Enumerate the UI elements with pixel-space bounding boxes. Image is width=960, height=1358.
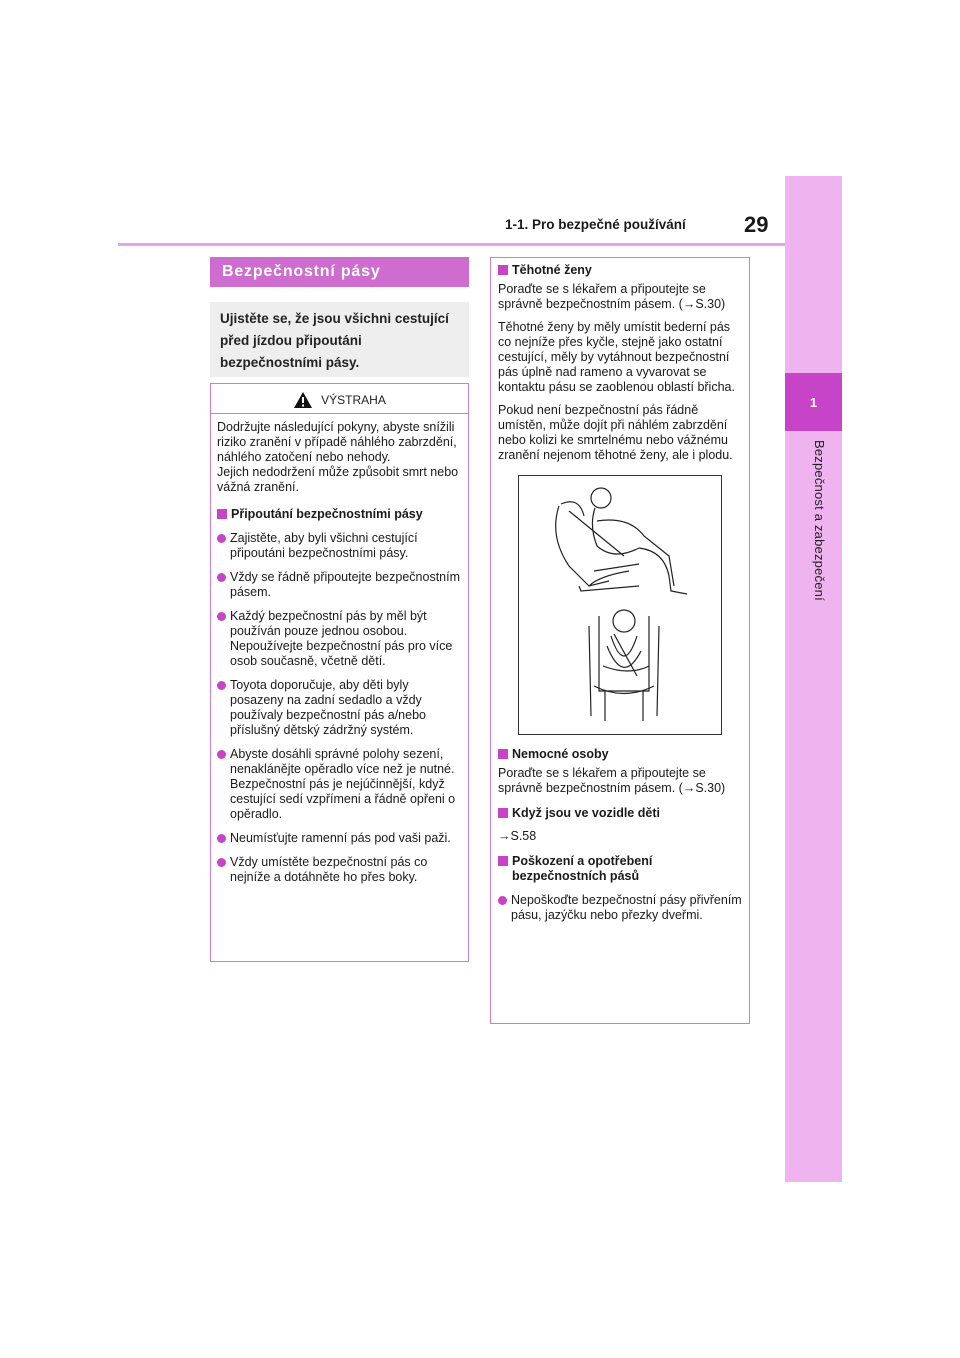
paragraph: Poraďte se s lékařem a připoutejte se správně bezpečnostním pásem. (→S.30) <box>498 766 726 795</box>
paragraph: Poraďte se s lékařem a připoutejte se správně bezpečnostním pásem. (→S.30) <box>498 282 726 311</box>
page-reference: →S.58 <box>498 829 537 843</box>
paragraph: Těhotné ženy by měly umístit bederní pás co nejníže přes kyčle, stejně jako ostatní cestující, měly by vytáhnout bezpečnostní pás úplně nad rameno a vyvarovat se kontaktu pásu se zaoblenou oblastí břicha. <box>498 320 735 394</box>
list-item: Zajistěte, aby byli všichni cestující připoutáni bezpečnostními pásy. <box>217 531 462 561</box>
bullet-icon <box>217 750 226 759</box>
square-bullet-icon <box>498 265 508 275</box>
list-item: Abyste dosáhli správné polohy sezení, nenaklánějte opěradlo více než je nutné. Bezpečnostní pás je nejúčinnější, když cestující sedí vzpřímeni a řádně opřeni o opěradlo. <box>217 747 462 822</box>
subheading: Připoutání bezpečnostními pásy <box>217 507 462 522</box>
list-item: Vždy umístěte bezpečnostní pás co nejníže a dotáhněte ho přes boky. <box>217 855 462 885</box>
list-item: Každý bezpečnostní pás by měl být používán pouze jednou osobou. Nepoužívejte bezpečnostní pás pro více osob současně, včetně dětí. <box>217 609 462 669</box>
intro-box: Ujistěte se, že jsou všichni cestující před jízdou připoutáni bezpečnostními pásy. <box>210 302 469 377</box>
section-heading: Bezpečnostní pásy <box>210 257 469 287</box>
square-bullet-icon <box>498 808 508 818</box>
list-item: Neumísťujte ramenní pás pod vaši paži. <box>217 831 462 846</box>
list-item: Toyota doporučuje, aby děti byly posazeny na zadní sedadlo a vždy používaly bezpečnostní pás a/nebo příslušný dětský zádržný systém. <box>217 678 462 738</box>
warning-title: VÝSTRAHA <box>321 392 386 407</box>
seatbelt-figure-icon <box>519 476 721 734</box>
square-bullet-icon <box>498 856 508 866</box>
chapter-label: Bezpečnost a zabezpečení <box>812 440 827 601</box>
warning-text: Dodržujte následující pokyny, abyste snížili riziko zranění v případě náhlého zabrzdění, náhlého zatočení nebo nehody. <box>217 420 457 464</box>
chapter-number: 1 <box>785 373 842 431</box>
subheading: Poškození a opotřebení bezpečnostních pásů <box>498 854 743 884</box>
info-box <box>490 257 750 1024</box>
bullet-icon <box>217 858 226 867</box>
header-rule <box>118 243 785 246</box>
chapter-tab <box>785 176 842 1182</box>
warning-box <box>210 383 469 962</box>
bullet-icon <box>217 834 226 843</box>
running-header: 1-1. Pro bezpečné používání <box>505 217 686 232</box>
paragraph: Pokud není bezpečnostní pás řádně umístěn, může dojít při náhlém zabrzdění nebo kolizi ke smrtelnému nebo vážnému zranění nejenom těhotné ženy, ale i plodu. <box>498 403 733 462</box>
subheading: Těhotné ženy <box>498 263 743 278</box>
list-item: Nepoškoďte bezpečnostní pásy přivřením pásu, jazýčku nebo přezky dveřmi. <box>498 893 743 923</box>
page-number: 29 <box>744 212 769 237</box>
square-bullet-icon <box>217 509 227 519</box>
warning-icon <box>293 391 313 409</box>
warning-header <box>211 384 468 414</box>
subheading: Nemocné osoby <box>498 747 743 762</box>
pregnant-seatbelt-illustration <box>518 475 722 735</box>
warning-text: Jejich nedodržení může způsobit smrt nebo vážná zranění. <box>217 465 459 494</box>
bullet-icon <box>217 573 226 582</box>
bullet-icon <box>217 612 226 621</box>
square-bullet-icon <box>498 749 508 759</box>
bullet-icon <box>498 896 507 905</box>
bullet-icon <box>217 681 226 690</box>
bullet-icon <box>217 534 226 543</box>
subheading: Když jsou ve vozidle děti <box>498 806 743 821</box>
list-item: Vždy se řádně připoutejte bezpečnostním pásem. <box>217 570 462 600</box>
